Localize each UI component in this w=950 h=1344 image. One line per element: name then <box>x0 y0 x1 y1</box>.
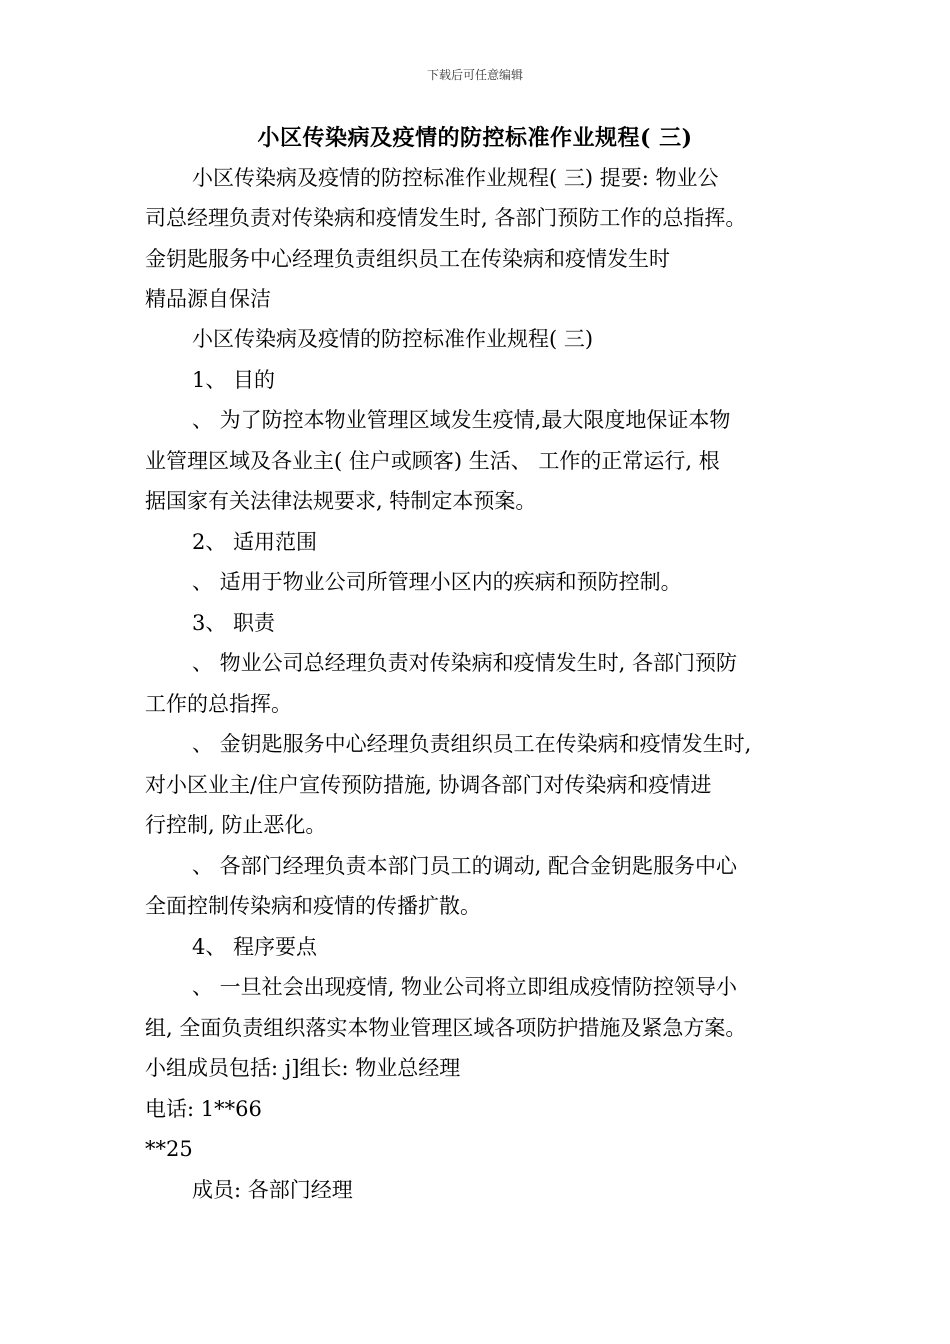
text-line: 、 物业公司总经理负责对传染病和疫情发生时, 各部门预防 <box>192 651 738 675</box>
document-title: 小区传染病及疫情的防控标准作业规程( 三) <box>257 125 693 151</box>
text-line: 业管理区域及各业主( 住户或顾客) 生活、 工作的正常运行, 根 <box>145 449 720 473</box>
text-line: 据国家有关法律法规要求, 特制定本预案。 <box>145 489 537 513</box>
text-line: 工作的总指挥。 <box>145 692 292 716</box>
text-line: 小区传染病及疫情的防控标准作业规程( 三) 提要: 物业公 <box>192 166 719 190</box>
text-line: 成员: 各部门经理 <box>192 1178 353 1202</box>
header-note: 下载后可任意编辑 <box>426 68 523 82</box>
section-heading: 3、 职责 <box>192 611 276 635</box>
section-heading: 4、 程序要点 <box>192 935 318 959</box>
text-line: 组, 全面负责组织落实本物业管理区域各项防护措施及紧急方案。 <box>145 1016 747 1040</box>
text-line: 小组成员包括: j]组长: 物业总经理 <box>145 1056 461 1080</box>
text-line: 小区传染病及疫情的防控标准作业规程( 三) <box>192 327 594 351</box>
text-line: 行控制, 防止恶化。 <box>145 813 327 837</box>
text-line: 对小区业主/住户宣传预防措施, 协调各部门对传染病和疫情进 <box>145 773 712 797</box>
text-line: 、 为了防控本物业管理区域发生疫情,最大限度地保证本物 <box>192 408 731 432</box>
text-line: 金钥匙服务中心经理负责组织员工在传染病和疫情发生时 <box>145 247 670 271</box>
text-line: 电话: 1**66 <box>145 1097 262 1121</box>
text-line: 、 金钥匙服务中心经理负责组织员工在传染病和疫情发生时, <box>192 732 752 756</box>
text-line: 精品源自保洁 <box>145 287 271 311</box>
section-heading: 1、 目的 <box>192 368 276 392</box>
text-line: **25 <box>145 1137 193 1161</box>
text-line: 、 一旦社会出现疫情, 物业公司将立即组成疫情防控领导小 <box>192 975 738 999</box>
text-line: 司总经理负责对传染病和疫情发生时, 各部门预防工作的总指挥。 <box>145 206 747 230</box>
section-heading: 2、 适用范围 <box>192 530 318 554</box>
text-line: 、 各部门经理负责本部门员工的调动, 配合金钥匙服务中心 <box>192 854 738 878</box>
text-line: 、 适用于物业公司所管理小区内的疾病和预防控制。 <box>192 570 682 594</box>
text-line: 全面控制传染病和疫情的传播扩散。 <box>145 894 481 918</box>
